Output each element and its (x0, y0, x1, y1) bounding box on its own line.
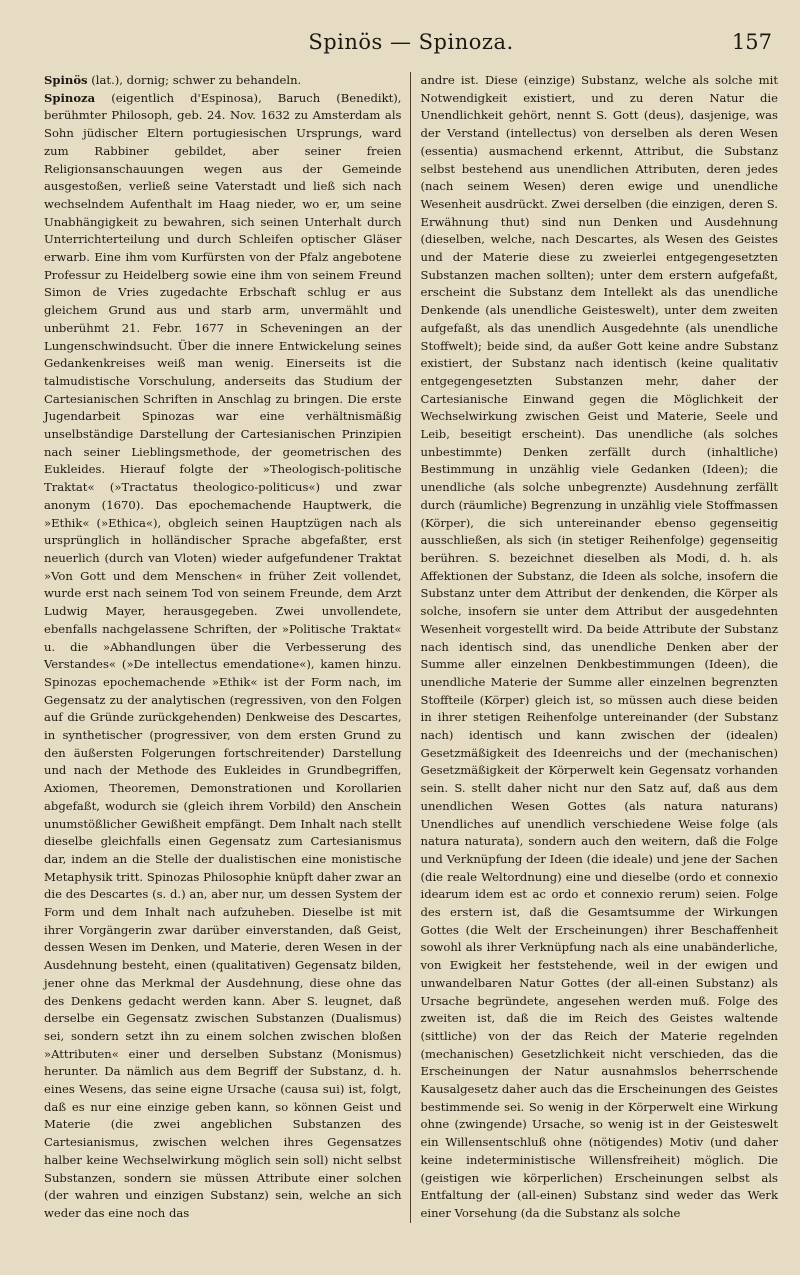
entry-spinoes (44, 72, 402, 90)
entry-text: (lat.), dornig; schwer zu behandeln. (87, 73, 302, 87)
left-column (44, 72, 410, 1223)
headword: Spinös (44, 73, 88, 87)
text-columns (44, 72, 778, 1223)
page-number: 157 (731, 30, 772, 54)
right-column (410, 72, 779, 1223)
headword: Spinoza (44, 90, 96, 105)
entry-spinoza (44, 90, 402, 1223)
running-head: Spinös — Spinoza. (308, 30, 514, 54)
page-header (44, 0, 778, 72)
entry-text: (eigentlich d'Espinosa), Baruch (Benedikt), berühmter Philosoph, geb. 24. Nov. 1632 zu Amsterdam als Sohn jüdischer Eltern portugiesischen Ursprungs, ward zum Rabbiner gebildet, aber seiner freien Religionsanschauungen wegen aus der Gemeinde ausgestoßen, verließ seine Vaterstadt und ließ sich nach wechselndem Aufenthalt im Haag nieder, wo er, um seine Unabhängigkeit zu bewahren, sich seinen Unterhalt durch Unterrichterteilung und durch Schleifen optischer Gläser erwarb. Eine ihm vom Kurfürsten von der Pfalz angebotene Professur zu Heidelberg sowie eine ihm von seinem Freund Simon de Vries zugedachte Erbschaft schlug er aus gleichem Grund aus und starb arm, unvermählt und unberühmt 21. Febr. 1677 in Scheveningen an der Lungenschwindsucht. Über die innere Entwickelung seines Gedankenkreises weiß man wenig. Einerseits ist die talmudistische Vorschulung, anderseits das Studium der Cartesianischen Schriften in Anschlag zu bringen. Die erste Jugendarbeit Spinozas war eine verhältnismäßig unselbständige Darstellung der Cartesianischen Prinzipien nach seiner Lieblingsmethode, der geometrischen des Eukleides. Hierauf folgte der »Theologisch-politische Traktat« (»Tractatus theologico-politicus«) und zwar anonym (1670). Das epochemachende Hauptwerk, die »Ethik« (»Ethica«), obgleich seinen Hauptzügen nach als ursprünglich in holländischer Sprache abgefaßter, erst neuerlich (durch van Vloten) wieder aufgefundener Traktat »Von Gott und dem Menschen« in früher Zeit vollendet, wurde erst nach seinem Tod von seinem Freunde, dem Arzt Ludwig Mayer, herausgegeben. Zwei unvollendete, ebenfalls nachgelassene Schriften, der »Politische Traktat« u. die »Abhandlungen über die Verbesserung des Verstandes« (»De intellectus emendatione«), kamen hinzu. Spinozas epochemachende »Ethik« ist der Form nach, im Gegensatz zu der analytischen (regressiven, von den Folgen auf die Gründe zurückgehenden) Denkweise des Descartes, in synthetischer (progressiver, von dem ersten Grund zu den äußersten Folgerungen fortschreitender) Darstellung und nach der Methode des Eukleides in Grundbegriffen, Axiomen, Theoremen, Demonstrationen und Korollarien abgefaßt, wodurch sie (gleich ihrem Vorbild) den Anschein unumstößlicher Gewißheit empfängt. Dem Inhalt nach stellt dieselbe gleichfalls einen Gegensatz zum Cartesianismus dar, indem an die Stelle der dualistischen eine monistische Metaphysik tritt. Spinozas Philosophie knüpft daher zwar an die des Descartes (s. d.) an, aber nur, um dessen System der Form und dem Inhalt nach aufzuheben. Dieselbe ist mit ihrer Vorgängerin zwar darüber einverstanden, daß Geist, dessen Wesen im Denken, und Materie, deren Wesen in der Ausdehnung besteht, einen (qualitativen) Gegensatz bilden, jener ohne das Merkmal der Ausdehnung, diese ohne das des Denkens gedacht werden kann. Aber S. leugnet, daß derselbe ein Gegensatz zwischen Substanzen (Dualismus) sei, sondern setzt ihn zu einem solchen zwischen bloßen »Attributen« einer und derselben Substanz (Monismus) herunter. Da nämlich aus dem Begriff der Substanz, d. h. eines Wesens, das seine eigne Ursache (causa sui) ist, folgt, daß es nur eine einzige geben kann, so können Geist und Materie (die zwei angeblichen Substanzen des Cartesianismus, zwischen welchen ihres Gegensatzes halber keine Wechselwirkung möglich sein soll) nicht selbst Substanzen, sondern sie müssen Attribute einer solchen (der wahren und einzigen Substanz) sein, welche an sich weder das eine noch das (44, 90, 402, 1220)
entry-spinoza-continued (421, 72, 779, 1223)
entry-text: andre ist. Diese (einzige) Substanz, welche als solche mit Notwendigkeit existiert, und zu deren Natur die Unendlichkeit gehört, nennt S. Gott (deus), dasjenige, was der Verstand (intellectus) von derselben als deren Wesen (essentia) ausmachend erkennt, Attribut, die Substanz selbst bestehend aus unendlichen Attributen, deren jedes (nach seinem Wesen) deren ewige und unendliche Wesenheit ausdrückt. Zwei derselben (die einzigen, deren S. Erwähnung thut) sind nun Denken und Ausdehnung (dieselben, welche, nach Descartes, als Wesen des Geistes und der Materie diese zu zweierlei entgegengesetzten Substanzen machen sollten); unter dem erstern aufgefaßt, erscheint die Substanz dem Intellekt als das unendliche Denkende (als unendliche Geisteswelt), unter dem zweiten aufgefaßt, als das unendlich Ausgedehnte (als unendliche Stoffwelt); beide sind, da außer Gott keine andre Substanz existiert, der Substanz nach identisch (keine qualitativ entgegengesetzten Substanzen mehr, daher der Cartesianische Einwand gegen die Möglichkeit der Wechselwirkung zwischen Geist und Materie, Seele und Leib, beseitigt erscheint). Das unendliche (als solches unbestimmte) Denken zerfällt durch (inhaltliche) Bestimmung in unzählig viele Gedanken (Ideen); die unendliche (als solche unbegrenzte) Ausdehnung zerfällt durch (räumliche) Begrenzung in unzählig viele Stoffmassen (Körper), die sich untereinander ebenso gegenseitig ausschließen, als sich (in stetiger Reihenfolge) gegenseitig berühren. S. bezeichnet dieselben als Modi, d. h. als Affektionen der Substanz, die Ideen als solche, insofern die Substanz unter dem Attribut der denkenden, die Körper als solche, insofern sie unter dem Attribut der ausgedehnten Wesenheit vorgestellt wird. Da beide Attribute der Substanz nach identisch sind, das unendliche Denken aber der Summe aller einzelnen Denkbestimmungen (Ideen), die unendliche Materie der Summe aller einzelnen begrenzten Stoffteile (Körper) gleich ist, so müssen auch diese beiden in ihrer stetigen Reihenfolge untereinander (der Substanz nach) identisch und kann zwischen der (idealen) Gesetzmäßigkeit des Ideenreichs und der (mechanischen) Gesetzmäßigkeit der Körperwelt kein Gegensatz vorhanden sein. S. stellt daher nicht nur den Satz auf, daß aus dem unendlichen Wesen Gottes (als natura naturans) Unendliches auf unendlich verschiedene Weise folge (als natura naturata), sondern auch den weitern, daß die Folge und Verknüpfung der Ideen (die ideale) und jene der Sachen (die reale Weltordnung) eine und dieselbe (ordo et connexio idearum idem est ac ordo et connexio rerum) seien. Folge des erstern ist, daß die Gesamtsumme der Wirkungen Gottes (die Welt der Erscheinungen) ihrer Beschaffenheit sowohl als ihrer Verknüpfung nach als eine unabänderliche, von Ewigkeit her feststehende, weil in der ewigen und unwandelbaren Natur Gottes (der all-einen Substanz) als Ursache begründete, angesehen werden muß. Folge des zweiten ist, daß die im Reich des Geistes waltende (sittliche) von der das Reich der Materie regelnden (mechanischen) Gesetzlichkeit nicht verschieden, das die Erscheinungen der Natur ausnahmslos beherrschende Kausalgesetz daher auch das die Erscheinungen des Geistes bestimmende sei. So wenig in der Körperwelt eine Wirkung ohne (zwingende) Ursache, so wenig ist in der Geisteswelt ein Willensentschluß ohne (nötigendes) Motiv (und daher keine indeterministische Willensfreiheit) möglich. Die (geistigen wie körperlichen) Erscheinungen selbst als Entfaltung der (all-einen) Substanz sind weder das Werk einer Vorsehung (da die Substanz als solche (420, 73, 778, 1220)
